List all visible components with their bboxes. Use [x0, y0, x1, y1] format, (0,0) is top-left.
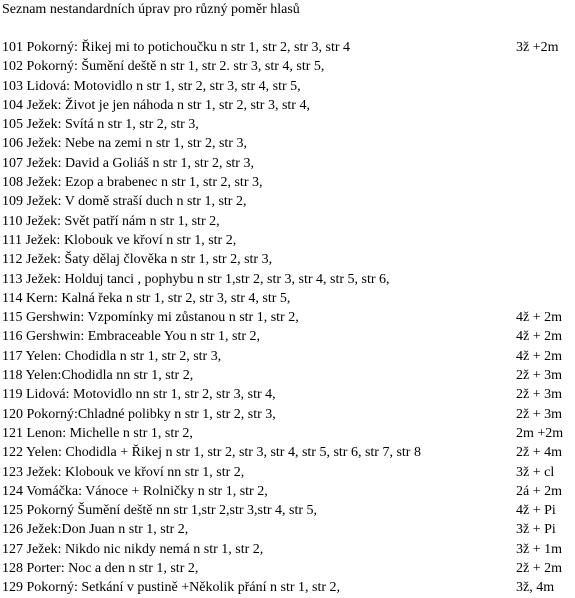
entry-text: 102 Pokorný: Šumění deště n str 1, str 2. str 3, str 4, str 5,	[2, 59, 325, 75]
list-item	[2, 327, 575, 346]
document	[2, 0, 575, 598]
entry-text: 112 Ježek: Šaty dělaj člověka n str 1, str 2, str 3,	[2, 252, 273, 268]
list-item	[2, 115, 575, 134]
entry-text: 127 Ježek: Nikdo nic nikdy nemá n str 1, str 2,	[2, 541, 264, 557]
entry-text: 109 Ježek: V domě straší duch n str 1, str 2,	[2, 194, 247, 210]
list-item	[2, 463, 575, 482]
entry-text: 113 Ježek: Holduj tanci , pophybu n str 1,str 2, str 3, str 4, str 5, str 6,	[2, 271, 390, 287]
list-item	[2, 154, 575, 173]
list-item	[2, 308, 575, 327]
entry-text: 105 Ježek: Svítá n str 1, str 2, str 3,	[2, 117, 199, 133]
list-item	[2, 231, 575, 250]
list-item	[2, 405, 575, 424]
list-item	[2, 366, 575, 385]
list-item	[2, 520, 575, 539]
entry-text: 103 Lidová: Motovidlo n str 1, str 2, str 3, str 4, str 5,	[2, 78, 301, 94]
entry-voice-note: 4ž + 2m	[516, 348, 562, 364]
list-item	[2, 270, 575, 289]
entry-text: 121 Lenon: Michelle n str 1, str 2,	[2, 425, 193, 441]
entry-text: 126 Ježek:Don Juan n str 1, str 2,	[2, 522, 189, 538]
entry-voice-note: 3ž + Pi	[516, 522, 556, 538]
entry-text: 124 Vomáčka: Vánoce + Rolničky n str 1, str 2,	[2, 483, 268, 499]
list-item	[2, 578, 575, 597]
entry-voice-note: 2ž + 2m	[516, 561, 562, 577]
entry-text: 117 Yelen: Chodidla n str 1, str 2, str 3,	[2, 348, 222, 364]
entry-text: 118 Yelen:Chodidla nn str 1, str 2,	[2, 368, 194, 384]
entry-text: 111 Ježek: Klobouk ve křoví n str 1, str 2,	[2, 232, 237, 248]
entry-text: 108 Ježek: Ezop a brabenec n str 1, str 2, str 3,	[2, 175, 263, 191]
entry-voice-note: 2ž + 3m	[516, 406, 562, 422]
entry-voice-note: 3ž + 1m	[516, 541, 562, 557]
document-title: Seznam nestandardních úprav pro různý poměr hlasů	[2, 2, 300, 17]
list-item	[2, 482, 575, 501]
entry-voice-note: 2ž + 4m	[516, 445, 562, 461]
entry-voice-note: 2ž + 3m	[516, 387, 562, 403]
blank-line	[2, 19, 575, 38]
list-item	[2, 192, 575, 211]
list-item	[2, 289, 575, 308]
entry-text: 104 Ježek: Život je jen náhoda n str 1, str 2, str 3, str 4,	[2, 97, 310, 113]
entry-text: 114 Kern: Kalná řeka n str 1, str 2, str 3, str 4, str 5,	[2, 290, 291, 306]
list-item	[2, 77, 575, 96]
list-item	[2, 212, 575, 231]
entry-text: 125 Pokorný Šumění deště nn str 1,str 2,str 3,str 4, str 5,	[2, 503, 317, 519]
entry-text: 122 Yelen: Chodidla + Řikej n str 1, str 2, str 3, str 4, str 5, str 6, str 7, str 8	[2, 445, 421, 461]
entry-list	[2, 38, 575, 598]
entry-voice-note: 2m +2m	[516, 425, 564, 441]
entry-text: 101 Pokorný: Řikej mi to potichoučku n str 1, str 2, str 3, str 4	[2, 40, 351, 55]
entry-voice-note: 4ž + 2m	[516, 329, 562, 345]
entry-text: 107 Ježek: David a Goliáš n str 1, str 2, str 3,	[2, 155, 254, 171]
entry-text: 123 Ježek: Klobouk ve křoví nn str 1, str 2,	[2, 464, 245, 480]
list-item	[2, 57, 575, 76]
entry-voice-note: 3ž, 4m	[516, 580, 555, 596]
list-item	[2, 134, 575, 153]
entry-text: 119 Lidová: Motovidlo nn str 1, str 2, str 3, str 4,	[2, 387, 276, 403]
entry-voice-note: 3ž + cl	[516, 464, 555, 480]
list-item	[2, 250, 575, 269]
entry-text: 128 Porter: Noc a den n str 1, str 2,	[2, 561, 199, 577]
entry-text: 116 Gershwin: Embraceable You n str 1, str 2,	[2, 329, 261, 345]
entry-text: 106 Ježek: Nebe na zemi n str 1, str 2, str 3,	[2, 136, 247, 152]
list-item	[2, 424, 575, 443]
entry-voice-note: 2á + 2m	[516, 483, 562, 499]
entry-text: 110 Ježek: Svět patří nám n str 1, str 2,	[2, 213, 220, 229]
list-item	[2, 559, 575, 578]
list-item	[2, 38, 575, 57]
entry-voice-note: 2ž + 3m	[516, 368, 562, 384]
list-item	[2, 501, 575, 520]
entry-voice-note: 4ž + 2m	[516, 310, 562, 326]
list-item	[2, 443, 575, 462]
list-item	[2, 540, 575, 559]
list-item	[2, 173, 575, 192]
entry-voice-note: 4ž + Pi	[516, 503, 556, 519]
list-item	[2, 385, 575, 404]
entry-text: 115 Gershwin: Vzpomínky mi zůstanou n str 1, str 2,	[2, 310, 299, 326]
entry-text: 120 Pokorný:Chladné polibky n str 1, str 2, str 3,	[2, 406, 276, 422]
list-item	[2, 347, 575, 366]
entry-text: 129 Pokorný: Setkání v pustině +Několik přání n str 1, str 2,	[2, 580, 341, 596]
list-item	[2, 96, 575, 115]
entry-voice-note: 3ž +2m	[516, 40, 559, 55]
